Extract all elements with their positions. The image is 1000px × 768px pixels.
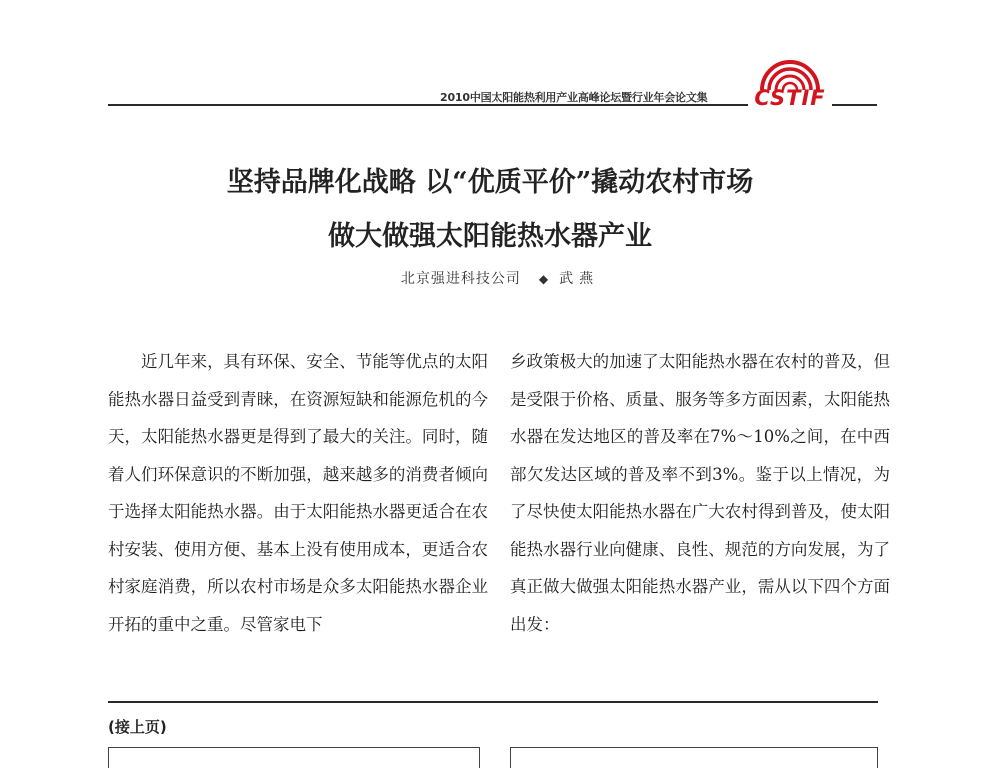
paragraph: 近几年来，具有环保、安全、节能等优点的太阳能热水器日益受到青睐，在资源短缺和能源危机的今天，太阳能热水器更是得到了最大的关注。同时，随着人们环保意识的不断加强，越来越多的消费者倾向于选择太阳能热水器。由于太阳能热水器更适合在农村安装、使用方便、基本上没有使用成本，更适合农村家庭消费，所以农村市场是众多太阳能热水器企业开拓的重中之重。尽管家电下	[108, 352, 488, 634]
logo-wordmark: CSTIF	[754, 86, 826, 110]
running-header: 2010中国太阳能热利用产业高峰论坛暨行业年会论文集	[440, 91, 708, 104]
article-title-line-1: 坚持品牌化战略 以“优质平价”撬动农村市场	[226, 167, 754, 198]
byline	[0, 268, 1000, 288]
author-organization: 北京强进科技公司	[400, 271, 521, 287]
body-column-right	[510, 343, 890, 643]
cstif-logo	[748, 58, 832, 114]
body-column-left	[108, 343, 488, 643]
byline-separator-icon: ◆	[538, 272, 550, 286]
continued-box-right	[510, 747, 878, 768]
header-divider-right	[832, 104, 877, 106]
continued-label: (接上页)	[108, 718, 167, 736]
section-divider	[108, 701, 878, 703]
paragraph: 乡政策极大的加速了太阳能热水器在农村的普及，但是受限于价格、质量、服务等多方面因素，太阳能热水器在发达地区的普及率在7%～10%之间，在中西部欠发达区域的普及率不到3%。鉴于以上情况，为了尽快使太阳能热水器在广大农村得到普及，使太阳能热水器行业向健康、良性、规范的方向发展，为了真正做大做强太阳能热水器产业，需从以下四个方面出发：	[510, 352, 890, 634]
header-divider	[108, 104, 748, 106]
author-name: 武燕	[559, 271, 600, 287]
continued-box-left	[108, 747, 480, 768]
article-title-line-2: 做大做强太阳能热水器产业	[328, 221, 652, 252]
